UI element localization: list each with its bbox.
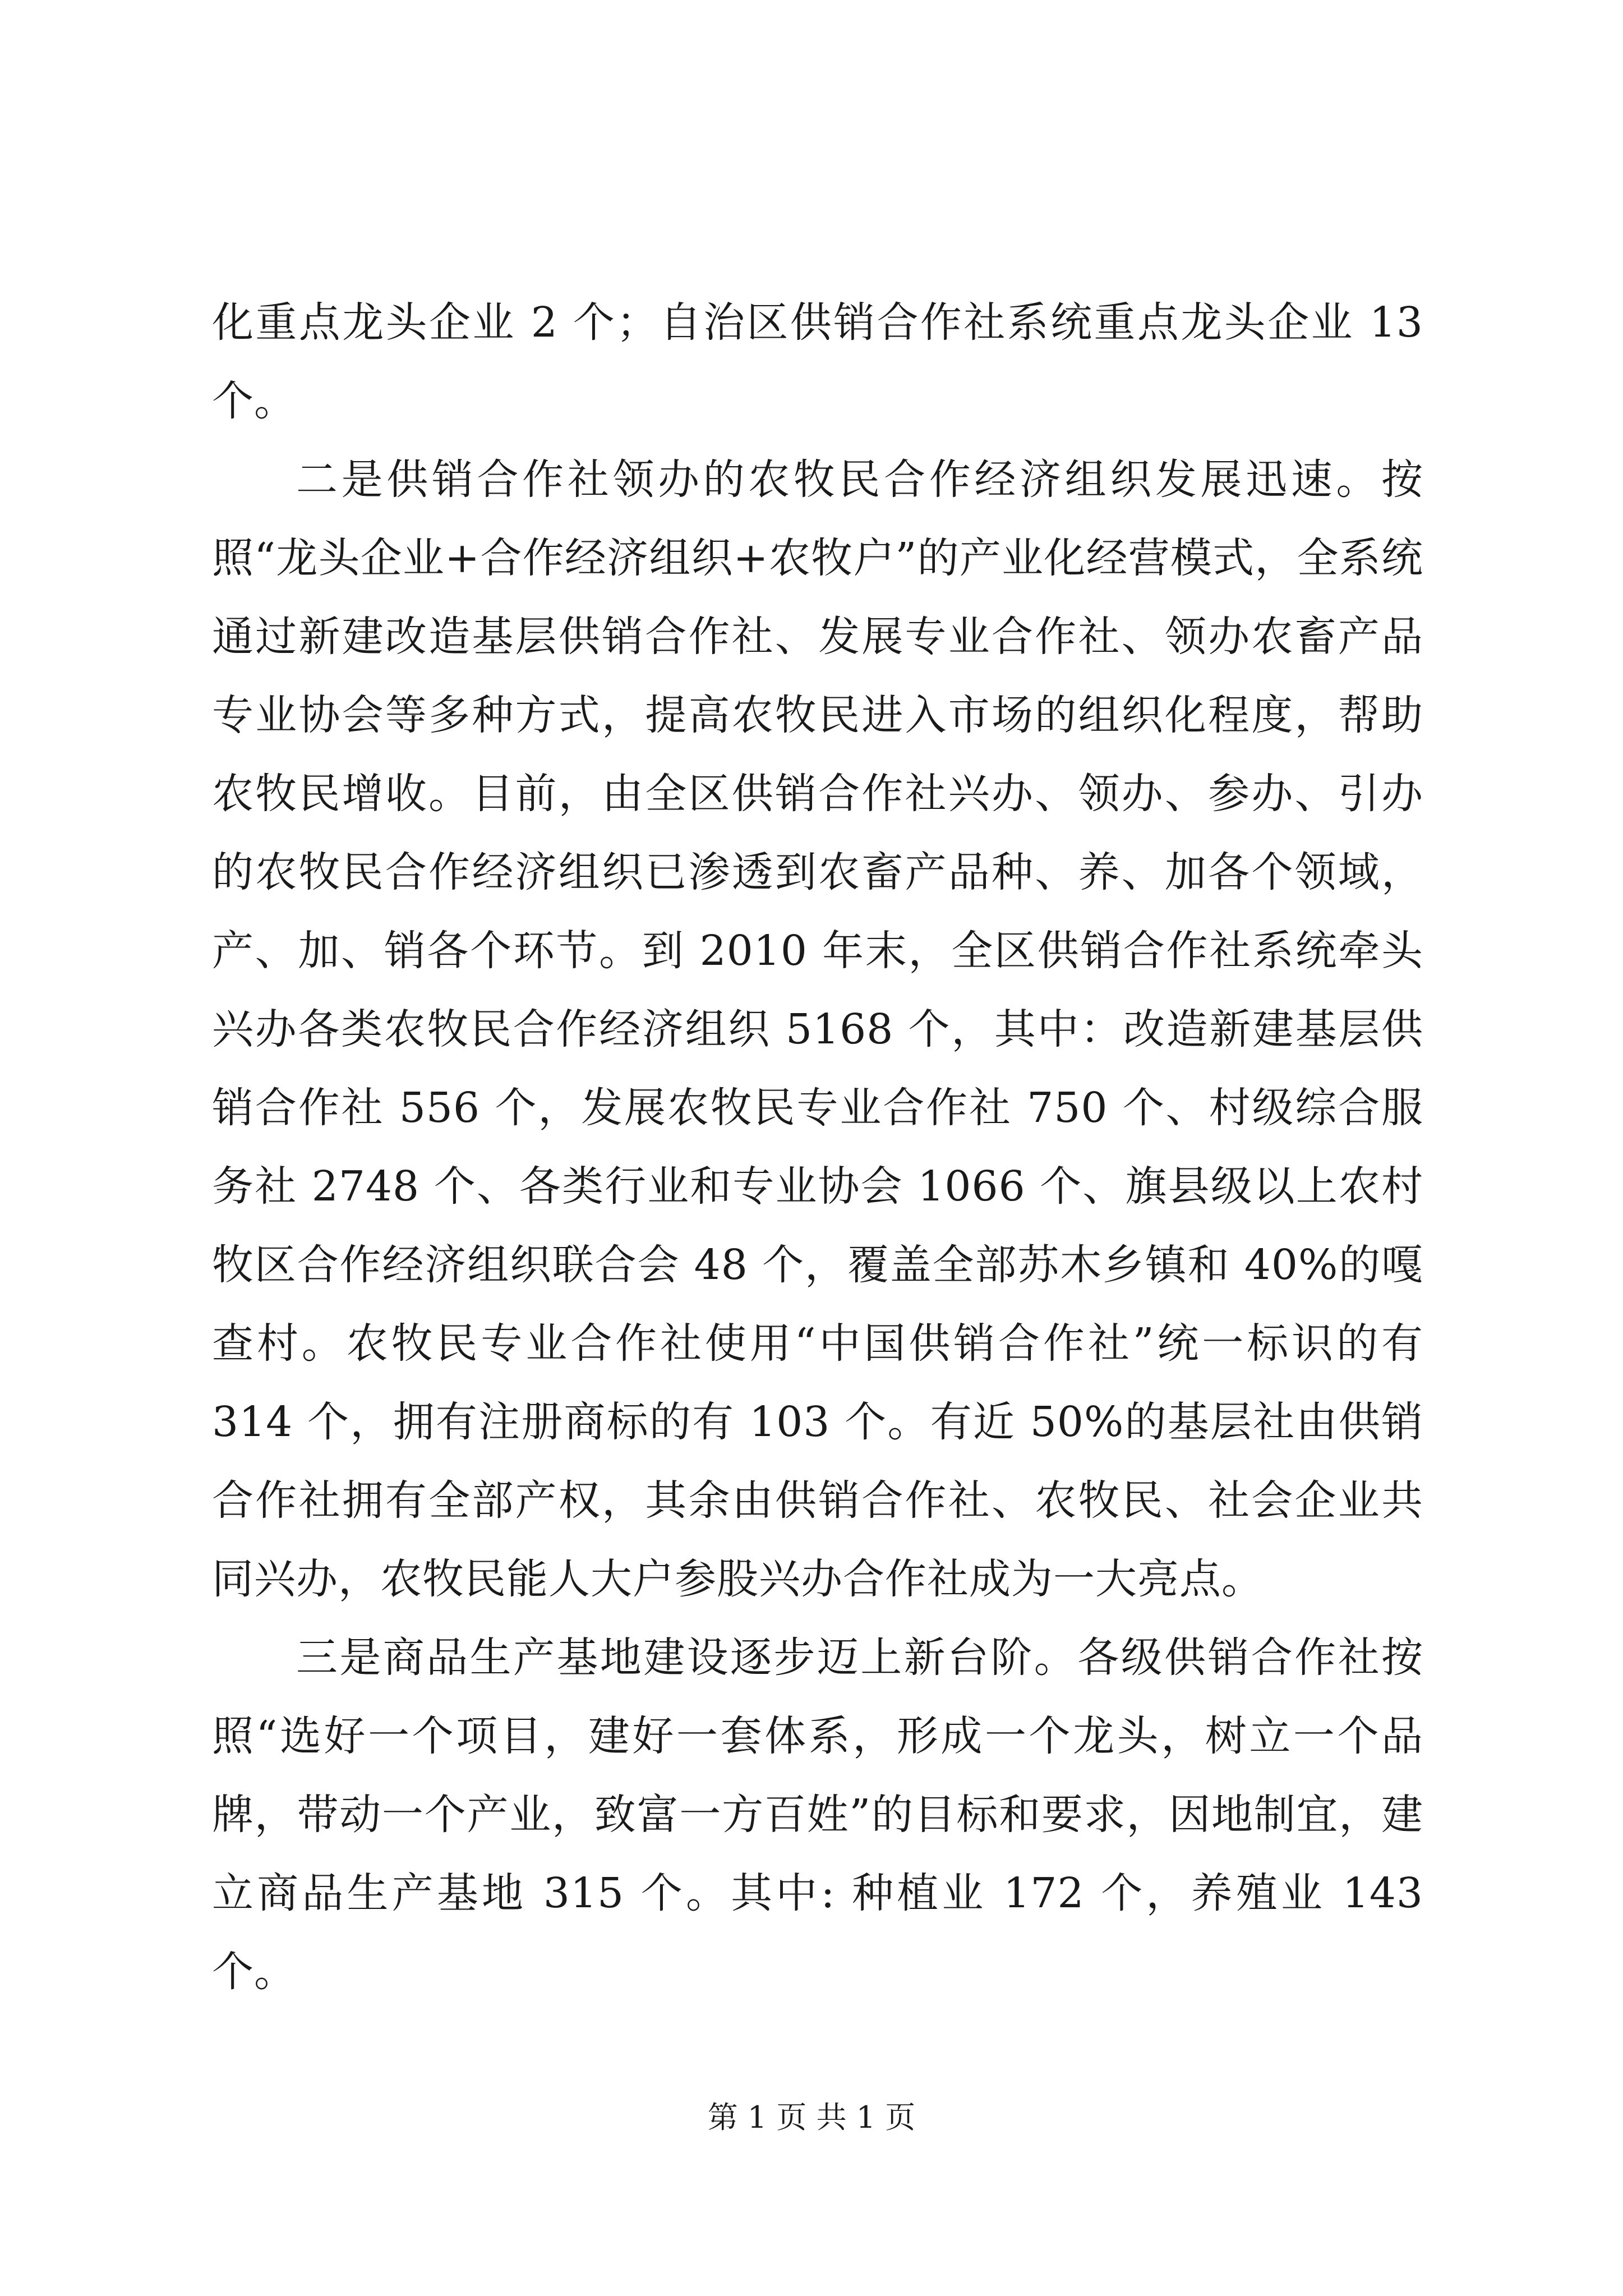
paragraph-continuation: 化重点龙头企业 2 个；自治区供销合作社系统重点龙头企业 13 个。 [212,298,1423,425]
paragraph-production-bases: 三是商品生产基地建设逐步迈上新台阶。各级供销合作社按照“选好一个项目，建好一套体系，形成一个龙头，树立一个品牌，带动一个产业，致富一方百姓”的目标和要求，因地制宜，建立商品生产基地 315 个。其中: 种植业 172 个，养殖业 143 个。 [212,1634,1423,1996]
page-footer: 第 1 页 共 1 页 [707,2100,916,2135]
document-body [212,283,1423,2011]
paragraph-cooperative-organizations: 二是供销合作社领办的农牧民合作经济组织发展迅速。按照“龙头企业+合作经济组织+农牧户”的产业化经营模式，全系统通过新建改造基层供销合作社、发展专业合作社、领办农畜产品专业协会等多种方式，提高农牧民进入市场的组织化程度，帮助农牧民增收。目前，由全区供销合作社兴办、领办、参办、引办的农牧民合作经济组织已渗透到农畜产品种、养、加各个领域，产、加、销各个环节。到 2010 年末，全区供销合作社系统牵头兴办各类农牧民合作经济组织 5168 个，其中：改造新建基层供销合作社 556 个，发展农牧民专业合作社 750 个、村级综合服务社 2748 个、各类行业和专业协会 1066 个、旗县级以上农村牧区合作经济组织联合会 48 个，覆盖全部苏木乡镇和 40%的嘎查村。农牧民专业合作社使用“中国供销合作社”统一标识的有 314 个，拥有注册商标的有 103 个。有近 50%的基层社由供销合作社拥有全部产权，其余由供销合作社、农牧民、社会企业共同兴办，农牧民能人大户参股兴办合作社成为一大亮点。 [212,455,1423,1603]
